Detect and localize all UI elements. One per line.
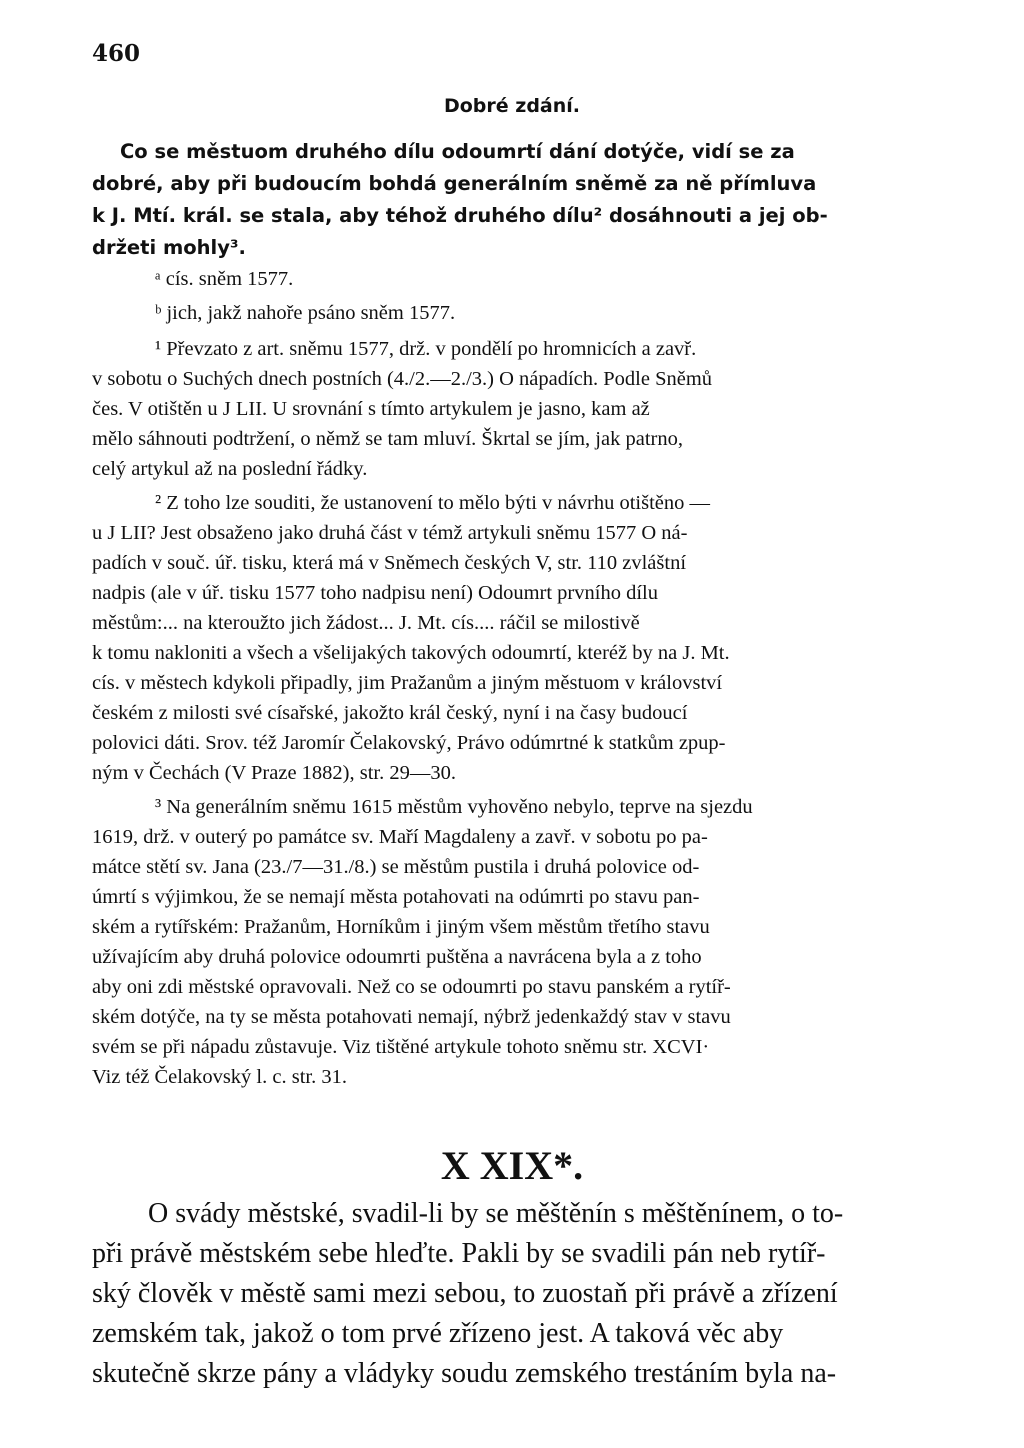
footnote-line: svém se při nápadu zůstavuje. Viz tištěné artykule tohoto sněmu str. XCVI·	[92, 1036, 710, 1058]
zdani-line: Co se městuom druhého dílu odoumrtí dání dotýče, vidí se za	[120, 140, 795, 163]
footnote-line: městům:... na kteroužto jich žádost... J. Mt. cís.... ráčil se milostivě	[92, 612, 640, 634]
footnote-line: nadpis (ale v úř. tisku 1577 toho nadpisu není) Odoumrt prvního dílu	[92, 582, 658, 604]
zdani-line: k J. Mtí. král. se stala, aby téhož druhého dílu² dosáhnouti a jej ob-	[92, 204, 828, 227]
footnote-line: u J LII? Jest obsaženo jako druhá část v témž artykuli sněmu 1577 O ná-	[92, 522, 688, 544]
footnote-line: k tomu nakloniti a všech a všelijakých takových odoumrtí, kteréž by na J. Mt.	[92, 642, 730, 664]
footnote-line: ¹ Převzato z art. sněmu 1577, drž. v pondělí po hromnicích a zavř.	[155, 338, 697, 360]
chapter-line: ský člověk v městě sami mezi sebou, to zuostaň při právě a zřízení	[92, 1278, 838, 1309]
footnote-line: úmrtí s výjimkou, že se nemají města potahovati na odúmrti po stavu pan-	[92, 886, 700, 908]
footnote-line: mátce stětí sv. Jana (23./7—31./8.) se městům pustila i druhá polovice od-	[92, 856, 700, 878]
page-number: 460	[92, 40, 141, 67]
footnote-line: mělo sáhnouti podtržení, o němž se tam mluví. Škrtal se jím, jak patrno,	[92, 428, 683, 450]
variant-note: ᵃ cís. sněm 1577.	[155, 268, 294, 290]
footnote-line: aby oni zdi městské opravovali. Než co se odoumrti po stavu panském a rytíř-	[92, 976, 731, 998]
footnote-line: českém z milosti své císařské, jakožto král český, nyní i na časy budoucí	[92, 702, 688, 724]
footnote-line: 1619, drž. v outerý po památce sv. Maří Magdaleny a zavř. v sobotu po pa-	[92, 826, 708, 848]
variant-note: ᵇ jich, jakž nahoře psáno sněm 1577.	[155, 302, 456, 324]
chapter-heading: X XIX*.	[440, 1143, 584, 1188]
chapter-line: O svády městské, svadil-li by se měštěnín s měštěnínem, o to-	[148, 1198, 844, 1229]
zdani-line: držeti mohly³.	[92, 236, 246, 259]
chapter-line: skutečně skrze pány a vládyky soudu zemského trestáním byla na-	[92, 1358, 837, 1389]
footnote-line: čes. V otištěn u J LII. U srovnání s tímto artykulem je jasno, kam až	[92, 398, 650, 420]
chapter-line: zemském tak, jakož o tom prvé zřízeno jest. A taková věc aby	[92, 1318, 784, 1349]
chapter-line: při právě městském sebe hleďte. Pakli by se svadili pán neb rytíř-	[92, 1238, 826, 1269]
zdani-line: dobré, aby při budoucím bohdá generálním sněmě za ně přímluva	[92, 172, 817, 195]
footnote-line: Viz též Čelakovský l. c. str. 31.	[92, 1066, 347, 1088]
footnote-line: ³ Na generálním sněmu 1615 městům vyhověno nebylo, teprve na sjezdu	[155, 796, 753, 818]
footnote-line: celý artykul až na poslední řádky.	[92, 458, 368, 480]
footnote-line: padích v souč. úř. tisku, která má v Sněmech českých V, str. 110 zvláštní	[92, 552, 687, 574]
footnote-line: ² Z toho lze souditi, že ustanovení to mělo býti v návrhu otištěno —	[155, 492, 711, 514]
footnote-line: ným v Čechách (V Praze 1882), str. 29—30.	[92, 762, 456, 784]
footnote-line: v sobotu o Suchých dnech postních (4./2.—2./3.) O nápadích. Podle Sněmů	[92, 368, 713, 390]
footnote-line: ském a rytířském: Pražanům, Horníkům i jiným všem městům třetího stavu	[92, 916, 710, 938]
section-heading: Dobré zdání.	[443, 95, 581, 117]
footnote-line: polovici dáti. Srov. též Jaromír Čelakovský, Právo odúmrtné k statkům zpup-	[92, 732, 726, 754]
footnote-line: ském dotýče, na ty se města potahovati nemají, nýbrž jedenkaždý stav v stavu	[92, 1006, 731, 1028]
footnote-line: cís. v městech kdykoli připadly, jim Pražanům a jiným městuom v království	[92, 672, 723, 694]
footnote-line: užívajícím aby druhá polovice odoumrti puštěna a navrácena byla a z toho	[92, 946, 702, 968]
